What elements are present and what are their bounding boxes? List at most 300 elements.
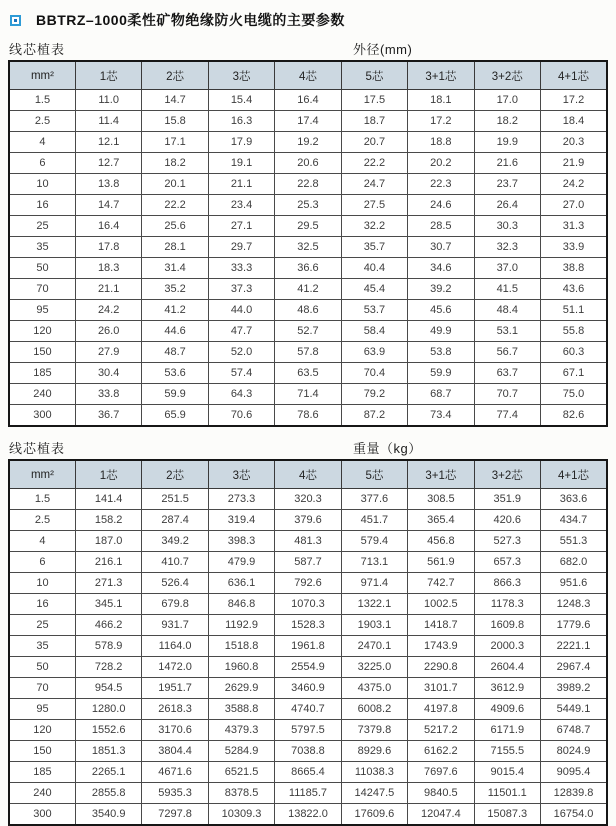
- value-cell: 1528.3: [275, 615, 341, 636]
- value-cell: 742.7: [408, 573, 474, 594]
- value-cell: 410.7: [142, 552, 208, 573]
- value-cell: 44.6: [142, 321, 208, 342]
- value-cell: 954.5: [75, 678, 141, 699]
- value-cell: 24.2: [75, 300, 141, 321]
- table-row: [9, 783, 607, 804]
- column-header: 3芯: [208, 61, 274, 90]
- value-cell: 7379.8: [341, 720, 407, 741]
- value-cell: 377.6: [341, 489, 407, 510]
- value-cell: 47.7: [208, 321, 274, 342]
- value-cell: 728.2: [75, 657, 141, 678]
- value-cell: 1518.8: [208, 636, 274, 657]
- value-cell: 3588.8: [208, 699, 274, 720]
- table-row: [9, 258, 607, 279]
- page-title: BBTRZ–1000柔性矿物绝缘防火电缆的主要参数: [36, 12, 345, 28]
- row-header-cell: 300: [9, 804, 75, 826]
- value-cell: 22.2: [341, 153, 407, 174]
- value-cell: 451.7: [341, 510, 407, 531]
- value-cell: 58.4: [341, 321, 407, 342]
- value-cell: 14.7: [75, 195, 141, 216]
- value-cell: 319.4: [208, 510, 274, 531]
- column-header: 4+1芯: [541, 460, 608, 489]
- value-cell: 4197.8: [408, 699, 474, 720]
- value-cell: 273.3: [208, 489, 274, 510]
- table-row: [9, 720, 607, 741]
- table-row: [9, 174, 607, 195]
- value-cell: 1322.1: [341, 594, 407, 615]
- row-header-cell: 50: [9, 258, 75, 279]
- value-cell: 15.8: [142, 111, 208, 132]
- value-cell: 70.6: [208, 405, 274, 427]
- value-cell: 19.9: [474, 132, 540, 153]
- table-row: [9, 594, 607, 615]
- value-cell: 35.2: [142, 279, 208, 300]
- value-cell: 1903.1: [341, 615, 407, 636]
- value-cell: 320.3: [275, 489, 341, 510]
- value-cell: 1779.6: [541, 615, 608, 636]
- value-cell: 64.3: [208, 384, 274, 405]
- value-cell: 17.2: [541, 90, 608, 111]
- row-header-cell: 16: [9, 594, 75, 615]
- column-header: 3+1芯: [408, 61, 474, 90]
- column-header: 2芯: [142, 460, 208, 489]
- value-cell: 41.5: [474, 279, 540, 300]
- row-header-cell: 150: [9, 741, 75, 762]
- table-row: [9, 279, 607, 300]
- value-cell: 19.1: [208, 153, 274, 174]
- value-cell: 79.2: [341, 384, 407, 405]
- row-header-cell: 150: [9, 342, 75, 363]
- header-row: [9, 460, 607, 489]
- table-row: [9, 615, 607, 636]
- value-cell: 5284.9: [208, 741, 274, 762]
- column-header: 3+2芯: [474, 460, 540, 489]
- value-cell: 1002.5: [408, 594, 474, 615]
- value-cell: 33.3: [208, 258, 274, 279]
- value-cell: 10309.3: [208, 804, 274, 826]
- table-row: [9, 111, 607, 132]
- value-cell: 3460.9: [275, 678, 341, 699]
- core-spec-label: 线芯植表: [9, 42, 66, 57]
- value-cell: 158.2: [75, 510, 141, 531]
- row-header-cell: 4: [9, 531, 75, 552]
- value-cell: 70.4: [341, 363, 407, 384]
- value-cell: 3804.4: [142, 741, 208, 762]
- value-cell: 4671.6: [142, 762, 208, 783]
- value-cell: 9015.4: [474, 762, 540, 783]
- value-cell: 24.2: [541, 174, 608, 195]
- value-cell: 70.7: [474, 384, 540, 405]
- table-row: [9, 678, 607, 699]
- value-cell: 1552.6: [75, 720, 141, 741]
- column-header: 4芯: [275, 460, 341, 489]
- value-cell: 49.9: [408, 321, 474, 342]
- weight-caption-row: [8, 438, 608, 457]
- value-cell: 22.2: [142, 195, 208, 216]
- value-cell: 187.0: [75, 531, 141, 552]
- value-cell: 6171.9: [474, 720, 540, 741]
- value-cell: 21.9: [541, 153, 608, 174]
- value-cell: 40.4: [341, 258, 407, 279]
- value-cell: 38.8: [541, 258, 608, 279]
- value-cell: 25.6: [142, 216, 208, 237]
- value-cell: 7155.5: [474, 741, 540, 762]
- row-header-cell: 1.5: [9, 489, 75, 510]
- value-cell: 479.9: [208, 552, 274, 573]
- row-header-cell: 6: [9, 552, 75, 573]
- value-cell: 1960.8: [208, 657, 274, 678]
- value-cell: 57.8: [275, 342, 341, 363]
- row-header-cell: 35: [9, 237, 75, 258]
- value-cell: 18.4: [541, 111, 608, 132]
- value-cell: 7297.8: [142, 804, 208, 826]
- value-cell: 17.0: [474, 90, 540, 111]
- value-cell: 59.9: [142, 384, 208, 405]
- value-cell: 45.6: [408, 300, 474, 321]
- value-cell: 481.3: [275, 531, 341, 552]
- table-row: [9, 552, 607, 573]
- value-cell: 32.5: [275, 237, 341, 258]
- value-cell: 11.0: [75, 90, 141, 111]
- row-header-cell: 185: [9, 363, 75, 384]
- value-cell: 28.5: [408, 216, 474, 237]
- table-row: [9, 699, 607, 720]
- value-cell: 578.9: [75, 636, 141, 657]
- value-cell: 351.9: [474, 489, 540, 510]
- value-cell: 37.0: [474, 258, 540, 279]
- row-header-cell: 25: [9, 615, 75, 636]
- value-cell: 36.6: [275, 258, 341, 279]
- value-cell: 23.7: [474, 174, 540, 195]
- column-header: 4芯: [275, 61, 341, 90]
- value-cell: 434.7: [541, 510, 608, 531]
- value-cell: 420.6: [474, 510, 540, 531]
- value-cell: 17.9: [208, 132, 274, 153]
- value-cell: 53.8: [408, 342, 474, 363]
- value-cell: 9095.4: [541, 762, 608, 783]
- value-cell: 7038.8: [275, 741, 341, 762]
- value-cell: 65.9: [142, 405, 208, 427]
- value-cell: 5217.2: [408, 720, 474, 741]
- table-row: [9, 636, 607, 657]
- value-cell: 27.1: [208, 216, 274, 237]
- value-cell: 48.7: [142, 342, 208, 363]
- row-header-cell: 240: [9, 783, 75, 804]
- value-cell: 363.6: [541, 489, 608, 510]
- value-cell: 35.7: [341, 237, 407, 258]
- table-row: [9, 657, 607, 678]
- value-cell: 63.7: [474, 363, 540, 384]
- row-header-cell: 10: [9, 573, 75, 594]
- value-cell: 21.6: [474, 153, 540, 174]
- row-header-cell: 50: [9, 657, 75, 678]
- value-cell: 679.8: [142, 594, 208, 615]
- table-row: [9, 573, 607, 594]
- value-cell: 27.5: [341, 195, 407, 216]
- value-cell: 21.1: [208, 174, 274, 195]
- value-cell: 24.6: [408, 195, 474, 216]
- value-cell: 32.3: [474, 237, 540, 258]
- value-cell: 466.2: [75, 615, 141, 636]
- value-cell: 73.4: [408, 405, 474, 427]
- weight-label: 重量（kg）: [353, 441, 422, 456]
- value-cell: 3170.6: [142, 720, 208, 741]
- value-cell: 67.1: [541, 363, 608, 384]
- value-cell: 55.8: [541, 321, 608, 342]
- value-cell: 53.7: [341, 300, 407, 321]
- value-cell: 51.1: [541, 300, 608, 321]
- value-cell: 20.6: [275, 153, 341, 174]
- value-cell: 6162.2: [408, 741, 474, 762]
- value-cell: 1280.0: [75, 699, 141, 720]
- value-cell: 6748.7: [541, 720, 608, 741]
- value-cell: 1192.9: [208, 615, 274, 636]
- value-cell: 216.1: [75, 552, 141, 573]
- value-cell: 587.7: [275, 552, 341, 573]
- column-header: 2芯: [142, 61, 208, 90]
- value-cell: 14247.5: [341, 783, 407, 804]
- value-cell: 3540.9: [75, 804, 141, 826]
- value-cell: 1951.7: [142, 678, 208, 699]
- value-cell: 931.7: [142, 615, 208, 636]
- value-cell: 71.4: [275, 384, 341, 405]
- value-cell: 5797.5: [275, 720, 341, 741]
- value-cell: 13.8: [75, 174, 141, 195]
- value-cell: 27.9: [75, 342, 141, 363]
- value-cell: 25.3: [275, 195, 341, 216]
- square-bullet-icon: [10, 15, 21, 26]
- value-cell: 63.5: [275, 363, 341, 384]
- value-cell: 636.1: [208, 573, 274, 594]
- outer-diameter-section: [8, 39, 608, 427]
- value-cell: 18.3: [75, 258, 141, 279]
- value-cell: 971.4: [341, 573, 407, 594]
- value-cell: 308.5: [408, 489, 474, 510]
- value-cell: 18.1: [408, 90, 474, 111]
- value-cell: 6521.5: [208, 762, 274, 783]
- value-cell: 78.6: [275, 405, 341, 427]
- row-header-cell: 25: [9, 216, 75, 237]
- value-cell: 561.9: [408, 552, 474, 573]
- value-cell: 18.2: [142, 153, 208, 174]
- value-cell: 3612.9: [474, 678, 540, 699]
- value-cell: 657.3: [474, 552, 540, 573]
- row-header-cell: 2.5: [9, 510, 75, 531]
- value-cell: 20.7: [341, 132, 407, 153]
- value-cell: 271.3: [75, 573, 141, 594]
- weight-section: [8, 438, 608, 826]
- value-cell: 56.7: [474, 342, 540, 363]
- value-cell: 398.3: [208, 531, 274, 552]
- table-row: [9, 132, 607, 153]
- value-cell: 6008.2: [341, 699, 407, 720]
- value-cell: 16.3: [208, 111, 274, 132]
- row-header-cell: 2.5: [9, 111, 75, 132]
- value-cell: 1418.7: [408, 615, 474, 636]
- value-cell: 792.6: [275, 573, 341, 594]
- header-row: [9, 61, 607, 90]
- row-header-cell: 70: [9, 678, 75, 699]
- value-cell: 5935.3: [142, 783, 208, 804]
- value-cell: 1609.8: [474, 615, 540, 636]
- value-cell: 18.7: [341, 111, 407, 132]
- value-cell: 713.1: [341, 552, 407, 573]
- row-header-cell: 16: [9, 195, 75, 216]
- value-cell: 63.9: [341, 342, 407, 363]
- value-cell: 16.4: [75, 216, 141, 237]
- value-cell: 82.6: [541, 405, 608, 427]
- value-cell: 26.4: [474, 195, 540, 216]
- value-cell: 9840.5: [408, 783, 474, 804]
- value-cell: 3101.7: [408, 678, 474, 699]
- column-header: 5芯: [341, 460, 407, 489]
- column-header: 3+1芯: [408, 460, 474, 489]
- value-cell: 15087.3: [474, 804, 540, 826]
- table-row: [9, 216, 607, 237]
- value-cell: 53.1: [474, 321, 540, 342]
- value-cell: 20.3: [541, 132, 608, 153]
- value-cell: 17.4: [275, 111, 341, 132]
- value-cell: 11185.7: [275, 783, 341, 804]
- value-cell: 287.4: [142, 510, 208, 531]
- value-cell: 17.8: [75, 237, 141, 258]
- value-cell: 2554.9: [275, 657, 341, 678]
- value-cell: 1743.9: [408, 636, 474, 657]
- row-header-cell: 95: [9, 699, 75, 720]
- value-cell: 2855.8: [75, 783, 141, 804]
- value-cell: 8024.9: [541, 741, 608, 762]
- value-cell: 365.4: [408, 510, 474, 531]
- row-header-cell: 120: [9, 321, 75, 342]
- value-cell: 30.3: [474, 216, 540, 237]
- column-header: mm²: [9, 460, 75, 489]
- value-cell: 2604.4: [474, 657, 540, 678]
- value-cell: 53.6: [142, 363, 208, 384]
- value-cell: 28.1: [142, 237, 208, 258]
- table-row: [9, 741, 607, 762]
- table-row: [9, 384, 607, 405]
- value-cell: 52.0: [208, 342, 274, 363]
- value-cell: 29.5: [275, 216, 341, 237]
- value-cell: 1164.0: [142, 636, 208, 657]
- value-cell: 1248.3: [541, 594, 608, 615]
- value-cell: 8929.6: [341, 741, 407, 762]
- value-cell: 141.4: [75, 489, 141, 510]
- value-cell: 45.4: [341, 279, 407, 300]
- value-cell: 16754.0: [541, 804, 608, 826]
- row-header-cell: 120: [9, 720, 75, 741]
- value-cell: 31.3: [541, 216, 608, 237]
- value-cell: 527.3: [474, 531, 540, 552]
- value-cell: 349.2: [142, 531, 208, 552]
- value-cell: 19.2: [275, 132, 341, 153]
- value-cell: 4375.0: [341, 678, 407, 699]
- value-cell: 14.7: [142, 90, 208, 111]
- value-cell: 8665.4: [275, 762, 341, 783]
- value-cell: 4379.3: [208, 720, 274, 741]
- value-cell: 23.4: [208, 195, 274, 216]
- table-row: [9, 321, 607, 342]
- value-cell: 11501.1: [474, 783, 540, 804]
- value-cell: 41.2: [142, 300, 208, 321]
- value-cell: 17.2: [408, 111, 474, 132]
- value-cell: 20.2: [408, 153, 474, 174]
- value-cell: 345.1: [75, 594, 141, 615]
- value-cell: 2629.9: [208, 678, 274, 699]
- value-cell: 13822.0: [275, 804, 341, 826]
- document-title-row: [8, 7, 608, 32]
- row-header-cell: 4: [9, 132, 75, 153]
- value-cell: 4740.7: [275, 699, 341, 720]
- value-cell: 59.9: [408, 363, 474, 384]
- value-cell: 866.3: [474, 573, 540, 594]
- value-cell: 251.5: [142, 489, 208, 510]
- row-header-cell: 185: [9, 762, 75, 783]
- value-cell: 29.7: [208, 237, 274, 258]
- value-cell: 24.7: [341, 174, 407, 195]
- value-cell: 456.8: [408, 531, 474, 552]
- value-cell: 15.4: [208, 90, 274, 111]
- column-header: 1芯: [75, 61, 141, 90]
- value-cell: 17.5: [341, 90, 407, 111]
- value-cell: 27.0: [541, 195, 608, 216]
- value-cell: 951.6: [541, 573, 608, 594]
- value-cell: 5449.1: [541, 699, 608, 720]
- value-cell: 75.0: [541, 384, 608, 405]
- row-header-cell: 95: [9, 300, 75, 321]
- table-row: [9, 531, 607, 552]
- outer-diameter-caption-row: [8, 39, 608, 58]
- value-cell: 34.6: [408, 258, 474, 279]
- table-row: [9, 300, 607, 321]
- value-cell: 4909.6: [474, 699, 540, 720]
- column-header: 5芯: [341, 61, 407, 90]
- value-cell: 57.4: [208, 363, 274, 384]
- column-header: 4+1芯: [541, 61, 608, 90]
- row-header-cell: 35: [9, 636, 75, 657]
- value-cell: 43.6: [541, 279, 608, 300]
- value-cell: 526.4: [142, 573, 208, 594]
- value-cell: 3989.2: [541, 678, 608, 699]
- value-cell: 22.8: [275, 174, 341, 195]
- value-cell: 2000.3: [474, 636, 540, 657]
- value-cell: 12839.8: [541, 783, 608, 804]
- value-cell: 17609.6: [341, 804, 407, 826]
- square-bullet-icon-center: [12, 17, 19, 24]
- value-cell: 17.1: [142, 132, 208, 153]
- value-cell: 32.2: [341, 216, 407, 237]
- value-cell: 2967.4: [541, 657, 608, 678]
- value-cell: 8378.5: [208, 783, 274, 804]
- value-cell: 11.4: [75, 111, 141, 132]
- value-cell: 551.3: [541, 531, 608, 552]
- value-cell: 1070.3: [275, 594, 341, 615]
- outer-diameter-table: [8, 60, 608, 427]
- table-row: [9, 804, 607, 826]
- value-cell: 7697.6: [408, 762, 474, 783]
- value-cell: 2290.8: [408, 657, 474, 678]
- row-header-cell: 6: [9, 153, 75, 174]
- value-cell: 77.4: [474, 405, 540, 427]
- value-cell: 60.3: [541, 342, 608, 363]
- value-cell: 2221.1: [541, 636, 608, 657]
- row-header-cell: 10: [9, 174, 75, 195]
- value-cell: 52.7: [275, 321, 341, 342]
- value-cell: 16.4: [275, 90, 341, 111]
- value-cell: 30.7: [408, 237, 474, 258]
- value-cell: 2265.1: [75, 762, 141, 783]
- row-header-cell: 240: [9, 384, 75, 405]
